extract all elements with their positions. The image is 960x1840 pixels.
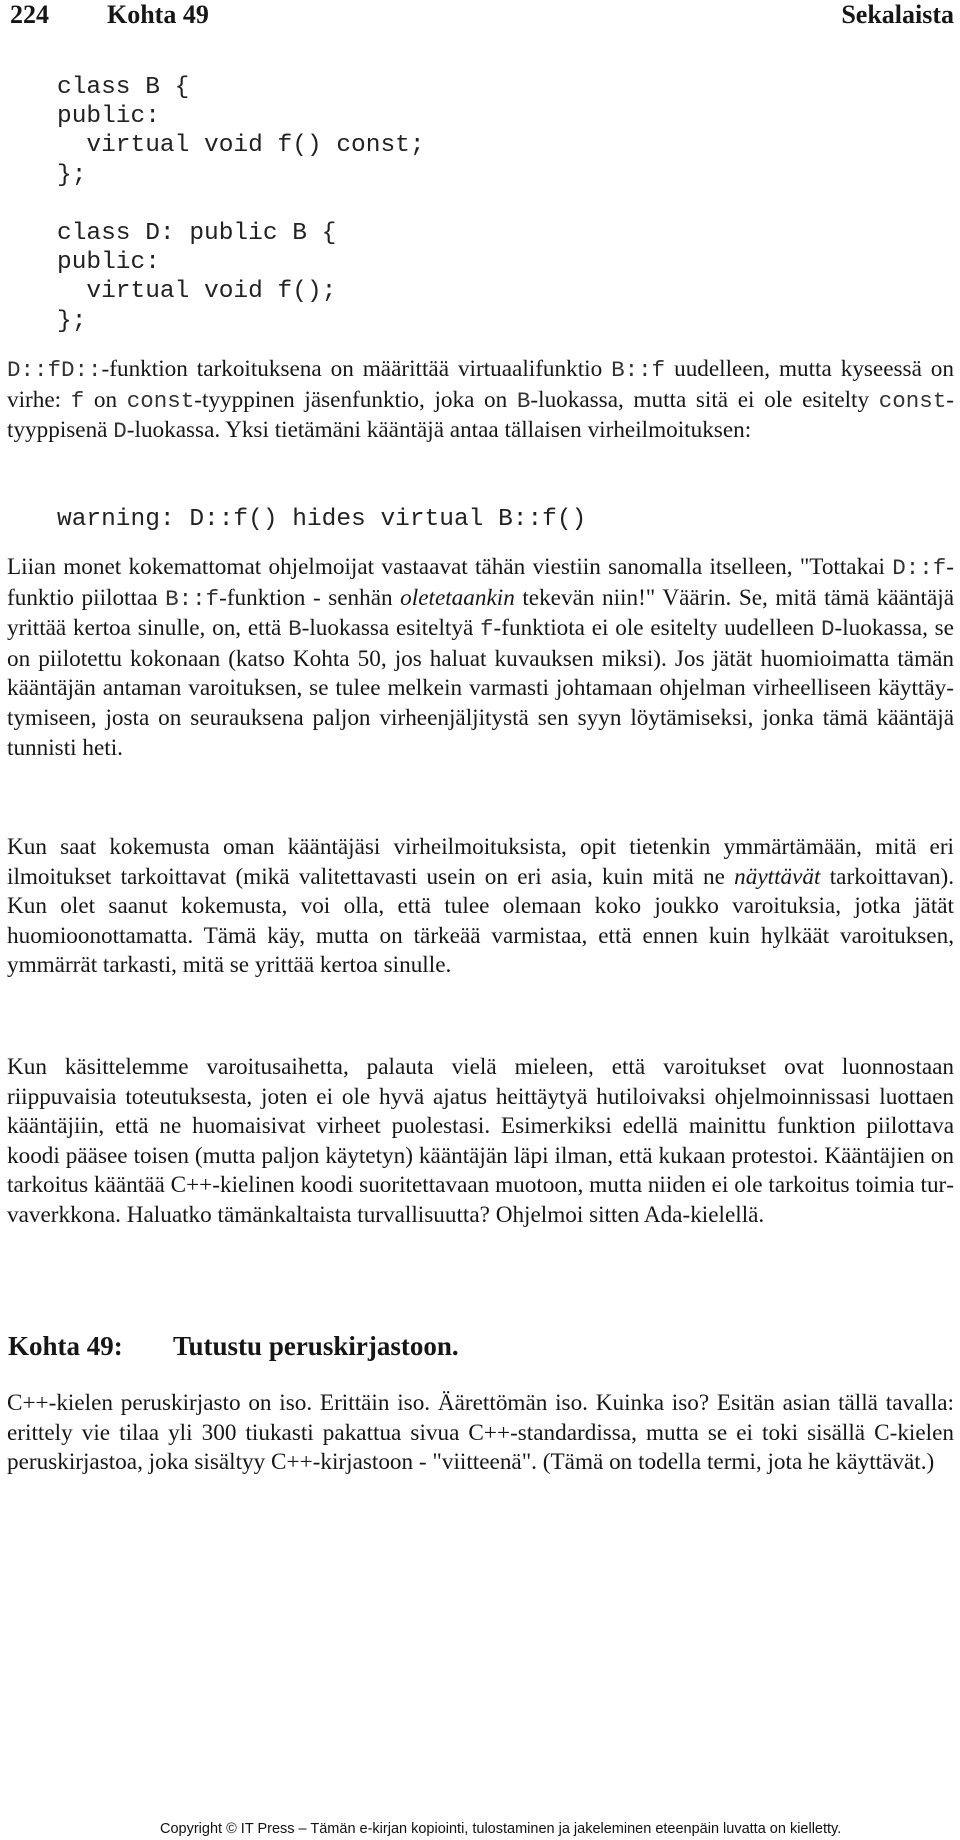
inline-code: D bbox=[113, 418, 127, 445]
running-chapter: Kohta 49 bbox=[107, 0, 209, 29]
paragraph-compiler-messages bbox=[7, 833, 954, 981]
page-number: 224 bbox=[10, 0, 49, 29]
heading-number: Kohta 49: bbox=[8, 1331, 123, 1361]
emphasis: näyttävät bbox=[734, 863, 821, 890]
inline-code: const bbox=[878, 387, 947, 414]
text-run: -tyyppinen jäsenfunktio, joka on bbox=[194, 386, 517, 413]
code-block-class-b: class B { public: virtual void f() const; }; bbox=[57, 74, 425, 189]
text-run: tarkoittavan). Kun olet saanut kokemusta, voi olla, että tulee olemaan koko joukko varoituksia, jotka jätät huomioonottamatta. Tämä käy, mutta on tärkeää varmistaa, että ennen kuin hylkäät varoituksen, ymmärrät tarkasti, mitä se yrittää kertoa sinulle. bbox=[7, 863, 954, 979]
inline-code: D::f bbox=[7, 357, 62, 383]
inline-code: D:: bbox=[61, 357, 102, 383]
inline-code: B bbox=[516, 387, 531, 414]
section-heading bbox=[8, 1329, 459, 1363]
text-run: -funktion tarkoituksena on määrittää virtuaalifunktio bbox=[101, 356, 612, 382]
text-run: Liian monet kokemattomat ohjelmoijat vastaavat tähän viestiin sanomalla itselleen, "Tottakai bbox=[7, 554, 893, 580]
text-run: Kun saat kokemusta oman kääntäjäsi virheilmoituksista, opit tietenkin ymmärtämään, mitä eri ilmoitukset tarkoittavat (mikä valitettavasti usein on eri asia, kuin mitä ne bbox=[7, 834, 954, 890]
inline-code: f bbox=[480, 616, 494, 643]
heading-title: Tutustu peruskirjastoon. bbox=[173, 1331, 459, 1361]
emphasis: oletetaankin bbox=[400, 584, 515, 611]
text-run: -luokassa, se on piilotettu kokonaan (katso Kohta 50, jos haluat kuvauksen miksi). Jos jätät huomioimatta tämän kääntäjän antaman varoituksen, se tulee melkein varmasti johtamaan ohjelman virheelliseen käyttäytymiseen, josta on seurauksena paljon virheenjäljitystä sen syyn löytämiseksi, jonka tämä kääntäjä tunnisti heti. bbox=[7, 615, 954, 761]
inline-code: f bbox=[70, 387, 85, 414]
code-block-class-d: class D: public B { public: virtual void f(); }; bbox=[57, 220, 337, 335]
text-run: uudelleen, mutta kyseessä on virhe: bbox=[7, 356, 954, 413]
text-run: -luokassa. Yksi tietämäni kääntäjä antaa tällaisen virheilmoituksen: bbox=[126, 417, 752, 444]
inline-code: B::f bbox=[165, 585, 220, 612]
page-header bbox=[10, 0, 954, 30]
paragraph-inexperienced-programmers bbox=[7, 553, 954, 763]
inline-code: D bbox=[821, 616, 835, 643]
text-run: -funktiota ei ole esitelty uudelleen bbox=[493, 615, 821, 642]
text-run: tekevän niin!" Väärin. Se, mitä tämä kääntäjä yrittää kertoa sinulle, on, että bbox=[7, 584, 954, 642]
paragraph-warnings-implementation: Kun käsittelemme varoitusaihetta, palauta vielä mieleen, että varoitukset ovat luonnostaan riippuvaisia toteutuksesta, joten ei ole hyvä ajatus heittäytyä hutiloivaksi ohjelmoinnissasi luottaen kääntäjiin, että ne huomaisivat virheet puolestasi. Esimerkiksi edellä mainittu funktion piilottava koodi pääsee toisen (mutta paljon käytetyn) kääntäjän läpi ilman, että kukaan protestoi. Kääntäjien on tarkoitus kääntää C++-kielinen koodi suoritettavaan muotoon, mutta niiden ei ole tarkoitus toimia turvaverkkona. Haluatko tämänkaltaista turvallisuutta? Ohjelmoi sitten Ada-kielellä. bbox=[7, 1054, 954, 1228]
compiler-warning-line: warning: D::f() hides virtual B::f() bbox=[57, 506, 587, 533]
running-section: Sekalaista bbox=[841, 0, 954, 29]
text-run: -tyyppisenä bbox=[7, 386, 954, 444]
text-run: -funktio piilottaa bbox=[7, 554, 954, 611]
inline-code: D::f bbox=[892, 555, 947, 581]
paragraph-override-explanation bbox=[7, 355, 954, 447]
text-run: -luokassa, mutta sitä ei ole esitelty bbox=[530, 386, 879, 413]
text-run: -funktion - senhän bbox=[219, 584, 401, 611]
text-run: -luokassa esiteltyä bbox=[301, 615, 481, 642]
inline-code: B::f bbox=[611, 357, 666, 383]
text-run: on bbox=[84, 386, 127, 413]
paragraph-standard-library: C++-kielen peruskirjasto on iso. Erittäin iso. Äärettömän iso. Kuinka iso? Esitän asian tällä tavalla: erittely vie tilaa yli 300 tiukasti pakattua sivua C++-standardissa, mutta se ei toki sisällä C-kielen peruskirjastoa, joka sisältyy C++-kirjastoon - "viitteenä". (Tämä on todella termi, jota he käyttävät.) bbox=[7, 1390, 954, 1476]
inline-code: B bbox=[288, 616, 302, 643]
copyright-footer: Copyright © IT Press – Tämän e-kirjan kopiointi, tulostaminen ja jakeleminen eteenpäin luvatta on kielletty. bbox=[160, 1821, 842, 1837]
inline-code: const bbox=[126, 387, 195, 414]
